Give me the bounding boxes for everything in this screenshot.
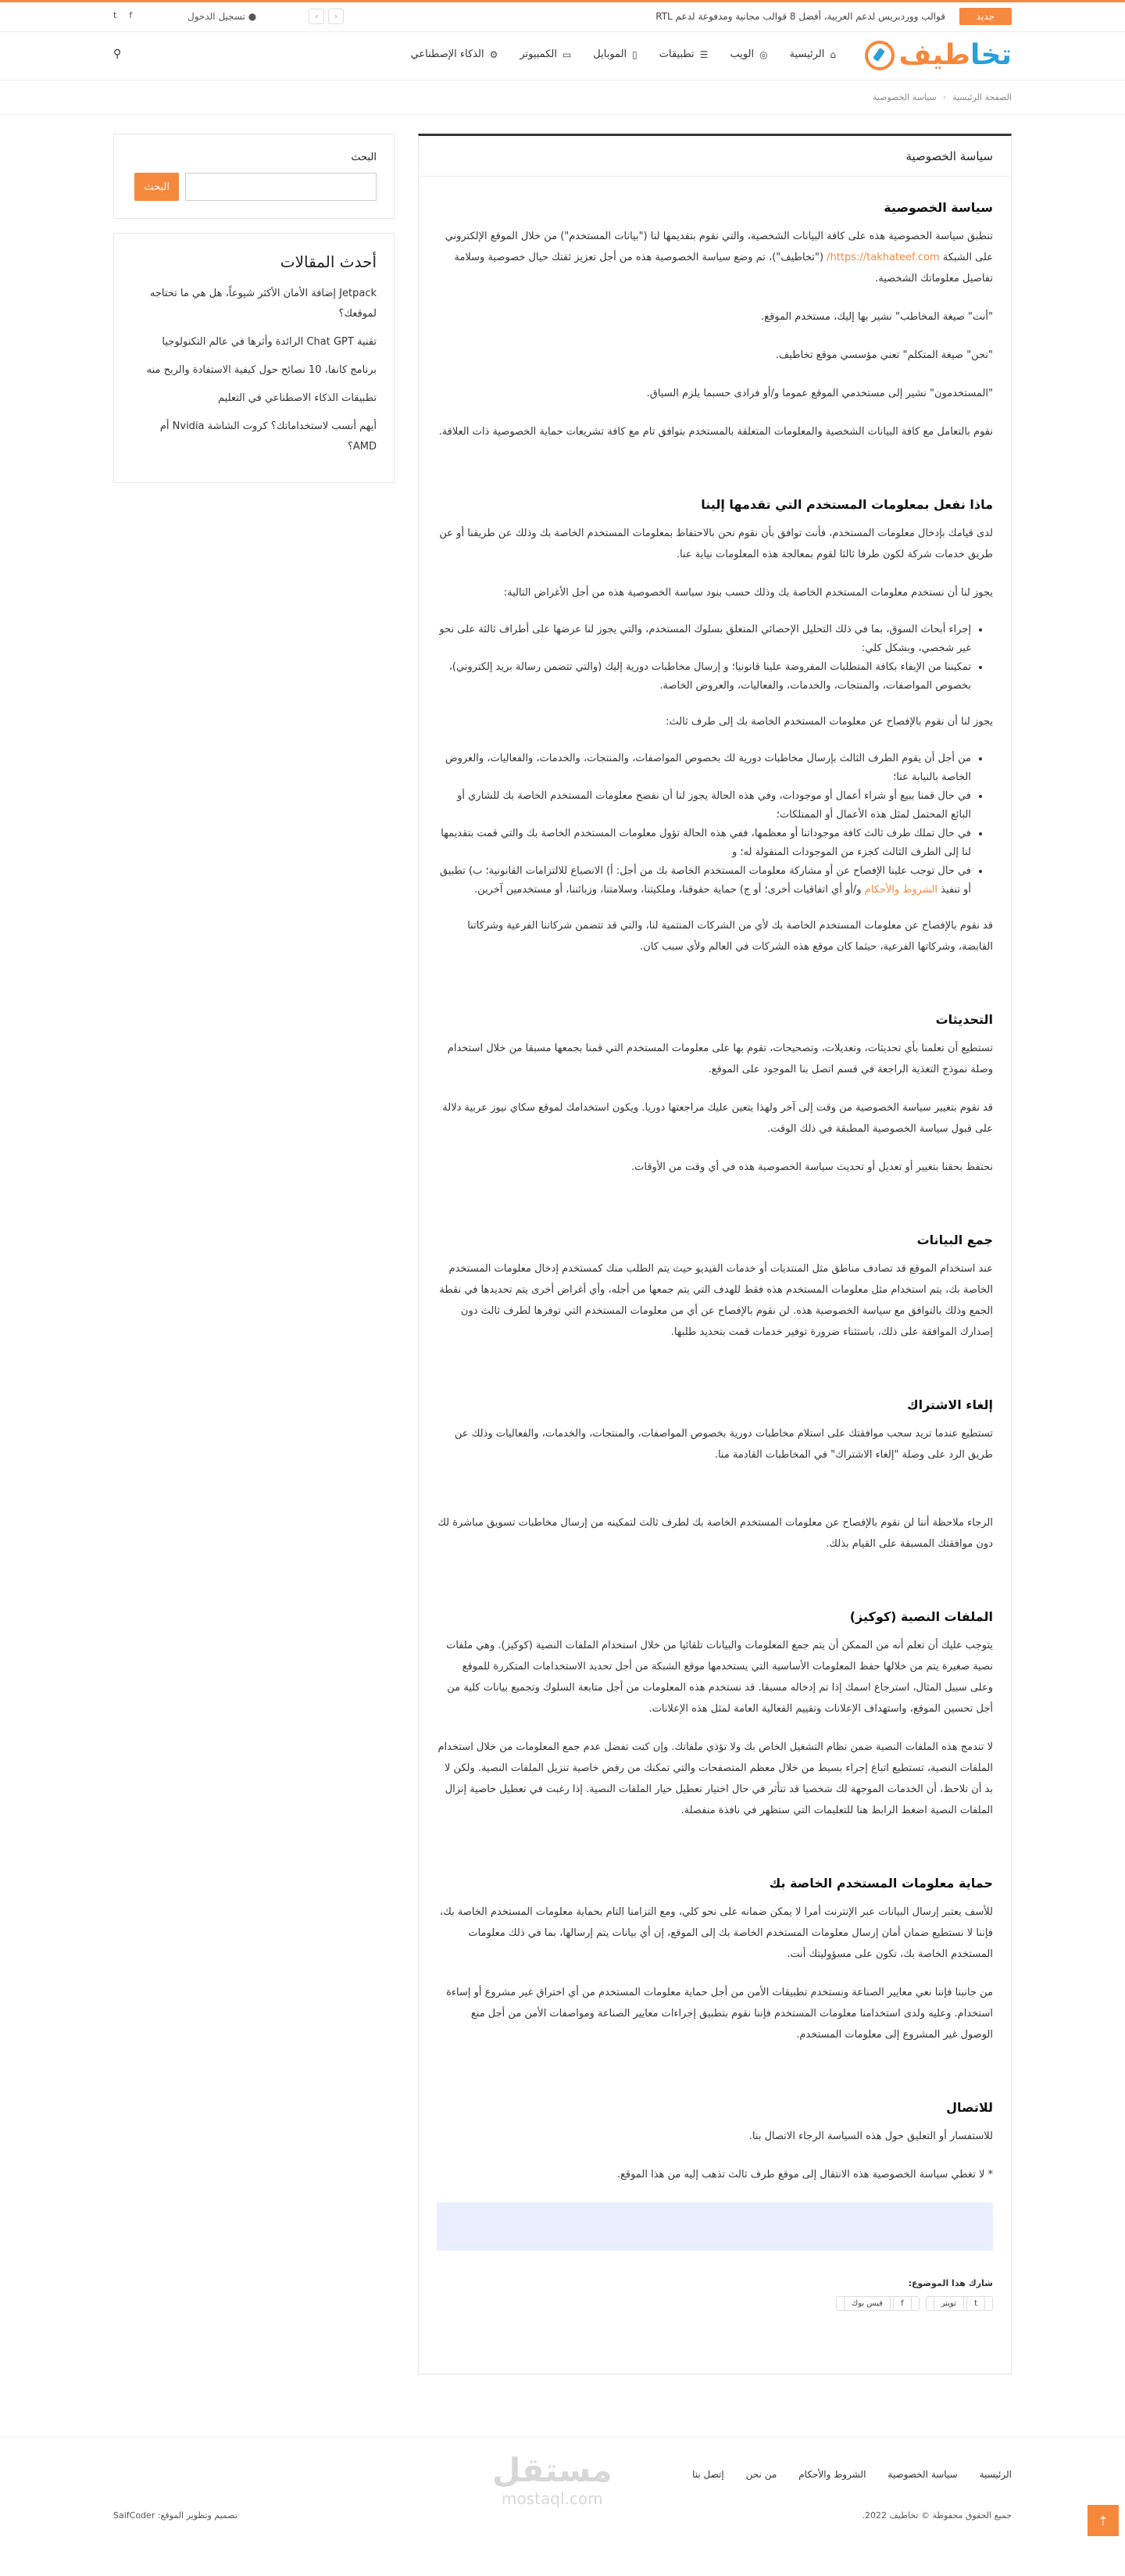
bullet-list <box>437 750 971 900</box>
social-links <box>113 10 132 20</box>
recent-post-link[interactable]: أيهم أنسب لاستخداماتك؟ كروت الشاشة Nvidia أم AMD؟ <box>159 420 377 453</box>
breadcrumb-current: سياسة الخصوصية <box>872 92 937 102</box>
ai-icon: ⚙ <box>489 48 498 60</box>
paragraph: لا تندمج هذه الملفات النصية ضمن نظام التشغيل الخاص بك ولا تؤذي ملفاتك. وإن كنت تفضل عدم جمع المعلومات من خلال استخدام الملفات النصية، تستطيع اتباع إجراء بسيط من خلال معظم المتصفحات والتي تمكنك من رفض خاصية تنزيل الملفات النصية. ولكن لا بد أن تلاحظ، أن الخدمات الموجهة لك شخصيا قد تتأثر في حال اختيار تعطيل خيار الملفات النصية. إذا رغبت في تعطيل خاصية إنزال الملفات النصية اضغط الرابط هنا للتعليمات التي ستظهر في نافذة منفصلة. <box>438 1741 993 1816</box>
paragraph: قد نقوم بتغيير سياسة الخصوصية من وقت إلى آخر ولهذا يتعين عليك مراجعتها دوريا. ويكون استخدامك لموقع سكاي نيوز عربية دلالة على قبول سياسة الخصوصية المطبقة في ذلك الوقت. <box>442 1102 993 1135</box>
list-item: • في حال قمنا ببيع أو شراء أعمال أو موجودات، وفي هذه الحالة يجوز لنا أن نفصح معلومات المستخدم الخاصة بك للشاري أو البائع المحتمل لمثل هذه الأعمال أو الممتلكات؛ <box>437 787 971 825</box>
news-ticker-link[interactable]: قوالب ووردبريس لدعم العربية، أفضل 8 قوالب مجانية ومدفوعة لدعم RTL <box>655 11 945 22</box>
share-twitter-button[interactable]: t تويتر <box>926 2296 993 2311</box>
recent-post-link[interactable]: Jetpack إضافة الأمان الأكثر شيوعاً، هل هي ما تحتاجه لموقعك؟ <box>149 288 377 320</box>
breadcrumb <box>0 80 1125 115</box>
site-footer <box>0 2437 1125 2576</box>
search-input[interactable] <box>185 173 377 201</box>
logo-text: تخاطيف <box>898 39 1012 71</box>
paragraph: "المستخدمون" نشير إلى مستخدمي الموقع عموما و/أو فرادى حسبما يلزم السياق. <box>646 388 993 399</box>
paragraph: "نحن" صيغة المتكلم" تعني مؤسسي موقع تخاطيف. <box>775 349 993 361</box>
bullet-list <box>437 621 971 696</box>
recent-post-link[interactable]: برنامج كانفا، 10 نصائح حول كيفية الاستفادة والربح منه <box>146 364 377 376</box>
section-title-protection: حماية معلومات المستخدم الخاصة بك <box>769 1876 993 1891</box>
paragraph: الرجاء ملاحظة أننا لن نقوم بالإفصاح عن معلومات المستخدم الخاصة بك لطرف ثالث لتمكينه من إرسال مخاطبات تسويق مباشرة لك دون موافقتك المسبقة على القيام بذلك. <box>438 1517 993 1550</box>
paragraph: للاستفسار أو التعليق حول هذه السياسة الرجاء الاتصال بنا. <box>748 2131 993 2142</box>
section-title-cookies: الملفات النصية (كوكيز) <box>849 1609 993 1624</box>
footer-link-home[interactable]: الرئيسية <box>979 2469 1012 2480</box>
developer-credit: تصميم وتطوير الموقع: SaifCoder <box>113 2510 238 2521</box>
paragraph: يجوز لنا أن نستخدم معلومات المستخدم الخاصة بك وذلك حسب بنود سياسة الخصوصية هذه من أجل الأغراض التالية: <box>503 587 993 599</box>
site-url-link[interactable]: https://takhateef.com/ <box>827 252 940 263</box>
paragraph: تنطبق سياسة الخصوصية هذه على كافة البيانات الشخصية، والتي نقوم بتقديمها لنا ("بيانات المستخدم") من خلال الموقع الإلكتروني على الشبكة https://takhateef.com/ ("تخاطيف")، تم وضع سياسة الخصوصية هذه من أجل تعزيز ثقتك حيال خصوصية وسلامة تفاصيل معلوماتك الشخصية. <box>445 231 993 284</box>
nav-item-ai[interactable]: ⚙ الذكاء الإصطناعي <box>410 48 498 60</box>
search-icon[interactable]: ⚲ <box>113 48 122 60</box>
facebook-icon: f <box>893 2296 912 2311</box>
paragraph: يتوجب عليك أن تعلم أنه من الممكن أن يتم جمع المعلومات والبيانات تلقائيا من خلال استخدام الملفات النصية (كوكيز). وهي ملفات نصية صغيرة يتم من خلالها حفظ المعلومات الأساسية التي يستخدمها موقع الشبكة من أجل تحديد الاستخدامات المتكررة للموقع وعلى سبيل المثال، استرجاع اسمك إذا تم إدخاله مسبقا. قد نستخدم هذه المعلومات من أجل متابعة السلوك وتجميع بيانات كلية من أجل تحسين الموقع، واستهداف الإعلانات وتقييم الفعالية العامة لمثل هذه الإعلانات. <box>446 1640 993 1715</box>
section-title-privacy: سياسة الخصوصية <box>884 200 993 215</box>
paragraph: نحتفظ بحقنا بتغيير أو تعديل أو تحديث سياسة الخصوصية هذه في أي وقت من الأوقات. <box>631 1161 993 1173</box>
copyright: جميع الحقوق محفوظة © تخاطيف 2022. <box>862 2510 1012 2521</box>
recent-post-link[interactable]: تقنية Chat GPT الرائدة وأثرها في عالم التكنولوجيا <box>162 336 377 348</box>
footer-link-privacy[interactable]: سياسة الخصوصية <box>888 2469 958 2480</box>
paragraph: نقوم بالتعامل مع كافة البيانات الشخصية والمعلومات المتعلقة بالمستخدم بتوافق تام مع كافة تشريعات حماية الخصوصية ذات العلاقة. <box>438 426 993 438</box>
terms-link[interactable]: الشروط والأحكام <box>864 884 938 896</box>
breadcrumb-home[interactable]: الصفحة الرئيسية <box>952 92 1012 102</box>
footer-link-terms[interactable]: الشروط والأحكام <box>798 2469 866 2480</box>
footer-link-contact[interactable]: إتصل بنا <box>692 2469 724 2480</box>
login-label: تسجيل الدخول <box>188 11 245 22</box>
watermark: مستقل mostaql.com <box>492 2451 612 2508</box>
nav-item-apps[interactable]: ☰ تطبيقات <box>659 48 709 60</box>
desktop-icon: ▭ <box>562 48 572 60</box>
share-label: شارك هذا الموضوع: <box>908 2278 993 2288</box>
globe-icon: ◎ <box>759 48 768 60</box>
footer-link-about[interactable]: من نحن <box>745 2469 777 2480</box>
search-widget-title: البحث <box>351 152 377 163</box>
mobile-icon: ▯ <box>632 48 638 60</box>
facebook-icon[interactable]: f <box>129 10 133 20</box>
main-nav <box>411 48 836 60</box>
sidebar <box>113 134 395 483</box>
paragraph: يجوز لنا أن نقوم بالإفصاح عن معلومات المستخدم الخاصة بك إلى طرف ثالث: <box>666 716 993 728</box>
list-item: • في حال تملك طرف ثالث كافة موجوداتنا أو معظمها، ففي هذه الحالة تؤول معلومات المستخدم الخاصة بك والتي قمت بتقديمها لنا إلى الطرف الثالث كجزء من الموجودات المنقولة له؛ و <box>437 825 971 862</box>
list-item: • تمكيننا من الإيفاء بكافة المتطلبات المفروضة علينا قانونيا؛ و إرسال مخاطبات دورية إليك (والتي تتضمن رسالة بريد إلكتروني)، بخصوص المواصفات، والمنتجات، والخدمات، والفعاليات، والعروض الخاصة. <box>437 658 971 696</box>
nav-item-computer[interactable]: ▭ الكمبيوتر <box>520 48 572 60</box>
back-to-top-button[interactable]: ⇡ <box>1088 2505 1119 2536</box>
section-title-data-collection: جمع البيانات <box>916 1233 993 1247</box>
recent-posts-title: أحدث المقالات <box>280 252 377 271</box>
apps-icon: ☰ <box>699 48 709 60</box>
twitter-icon: t <box>966 2296 985 2311</box>
paragraph: تستطيع عندما تريد سحب موافقتك على استلام مخاطبات دورية بخصوص المواصفات، والمنتجات، والخدمات، والفعاليات وذلك عن طريق الرد على وصلة "إلغاء الاشتراك" في المخاطبات القادمة منا. <box>454 1428 993 1461</box>
section-title-updates: التحديثات <box>935 1012 993 1027</box>
paragraph: "أنت" صيغة المخاطب" نشير بها إليك، مستخدم الموقع. <box>761 311 993 323</box>
user-icon: ● <box>248 11 257 22</box>
section-title-contact: للاتصال <box>946 2100 993 2115</box>
paragraph: قد نقوم بالإفصاح عن معلومات المستخدم الخاصة بك لأي من الشركات المنتمية لنا، والتي قد تتضمن شركاتنا الفرعية وشركاتنا القابضة، وشركاتها الفرعية، حيثما كان موقع هذه الشركات في العالم ولأي سبب كان. <box>467 920 993 953</box>
list-item: • في حال توجب علينا الإفصاح عن أو مشاركة معلومات المستخدم الخاصة بك من أجل: أ) الانصياع للالتزامات القانونية؛ ب) تطبيق أو تنفيذ الشروط والأحكام و/أو أي اتفاقيات أخرى؛ أو ج) حماية حقوقنا، وملكيتنا، وسلامتنا، وزبائننا، أو مستخدمين آخرين. <box>437 862 971 900</box>
twitter-icon[interactable]: t <box>113 10 117 20</box>
footer-nav <box>692 2469 1012 2480</box>
breadcrumb-separator: › <box>942 92 947 102</box>
recent-posts-widget <box>113 233 395 483</box>
section-title-usage: ماذا نفعل بمعلومات المستخدم التي تقدمها إلينا <box>701 497 993 512</box>
paragraph: من جانبنا فإننا نعي معايير الصناعة ونستخدم تطبيقات الأمن من أجل حماية معلومات المستخدم من أي اختراق غير مشروع أو إساءة استخدام. وعليه ولدى استخدامنا معلومات المستخدم فإننا نقوم بتطبيق إجراءات معايير الصناعة ومواصفات الأمن من أجل منع الوصول غير المشروع إلى معلومات المستخدم. <box>446 1987 993 2041</box>
paragraph: لدى قيامك بإدخال معلومات المستخدم، فأنت توافق بأن نقوم نحن بالاحتفاظ بمعلومات المستخدم الخاصة بك وذلك عن طريقنا أو عن طريق خدمات شركة لكون طرفا ثالثا لقوم بمعالجة هذه المعلومات نيابة عنا. <box>439 528 993 560</box>
paragraph: عند استخدام الموقع قد تصادف مناطق مثل المنتديات أو خدمات الفيديو حيث يتم الطلب منك كمستخدم إدخال معلومات المستخدم الخاصة بك، يتم استخدام مثل معلومات المستخدم هذه فقط للهدف التي يتم جمعها من أجله، وأي أغراض أخرى يتم تحديدها في نقطة الجمع وذلك بالتوافق مع سياسة الخصوصية هذه. لن نقوم بالإفصاح عن أي من معلومات المستخدم التي توفرها لطرف ثالث دون إصدارك الموافقة على ذلك، باستثناء ضرورة توفير خدمات قمت بتحديد طلبها. <box>439 1263 993 1338</box>
main-content <box>418 134 1012 2374</box>
paragraph: للأسف يعتبر إرسال البيانات عبر الإنترنت أمرا لا يمكن ضمانه على نحو كلي، ومع التزامنا التام بحماية معلومات المستخدم الخاصة بك، فإننا لا نستطيع ضمان أمان إرسال معلومات المستخدم الخاصة بك إلى الموقع، إن أي بيانات يتم إرسالها، بما في ذلك معلومات المستخدم الخاصة بك، تكون على مسؤوليتك أنت. <box>439 1906 993 1960</box>
article-body <box>419 177 1011 2311</box>
ticker-next-button[interactable]: › <box>309 9 324 24</box>
paragraph: * لا تغطي سياسة الخصوصية هذه الانتقال إلى موقع طرف ثالث تذهب إليه من هذا الموقع. <box>616 2169 993 2181</box>
login-link[interactable] <box>188 11 256 22</box>
nav-item-mobile[interactable]: ▯ الموبايل <box>593 48 638 60</box>
logo-mark-icon <box>865 41 895 70</box>
site-header <box>0 32 1125 80</box>
list-item: • من أجل أن يقوم الطرف الثالث بإرسال مخاطبات دورية لك بخصوص المواصفات، والمنتجات، والخدمات، والفعاليات، والعروض الخاصة بالنيابة عنا؛ <box>437 750 971 787</box>
recent-post-link[interactable]: تطبيقات الذكاء الاصطناعي في التعليم <box>218 392 377 404</box>
page-title: سياسة الخصوصية <box>419 136 1011 177</box>
search-widget <box>113 134 395 219</box>
nav-item-web[interactable]: ◎ الويب <box>730 48 768 60</box>
ad-placeholder <box>437 2202 993 2251</box>
nav-item-home[interactable]: ⌂ الرئيسية <box>789 48 836 60</box>
ticker-arrows <box>309 9 344 24</box>
share-buttons <box>437 2296 993 2311</box>
search-button[interactable]: البحث <box>134 173 179 201</box>
paragraph: تستطيع أن تعلمنا بأي تحديثات، وتعديلات، وتصحيحات، تقوم بها على معلومات المستخدم التي قمنا بجمعها مسبقا من خلال استخدام وصلة نموذج التغذية الراجعة في قسم اتصل بنا الموجود على الموقع. <box>447 1043 993 1075</box>
section-title-unsubscribe: إلغاء الاشتراك <box>906 1397 993 1412</box>
home-icon: ⌂ <box>830 48 836 60</box>
share-facebook-button[interactable]: f فيس بوك <box>836 2296 920 2311</box>
top-bar <box>0 2 1125 32</box>
site-logo[interactable] <box>865 38 1012 73</box>
list-item: • إجراء أبحاث السوق، بما في ذلك التحليل الإحصائي المتعلق بسلوك المستخدم، والتي يجوز لنا عرضها على أطراف ثالثة على نحو غير شخصي، وبشكل كلي: <box>437 621 971 658</box>
new-badge: جديد <box>959 8 1012 25</box>
ticker-prev-button[interactable]: ‹ <box>328 9 344 24</box>
